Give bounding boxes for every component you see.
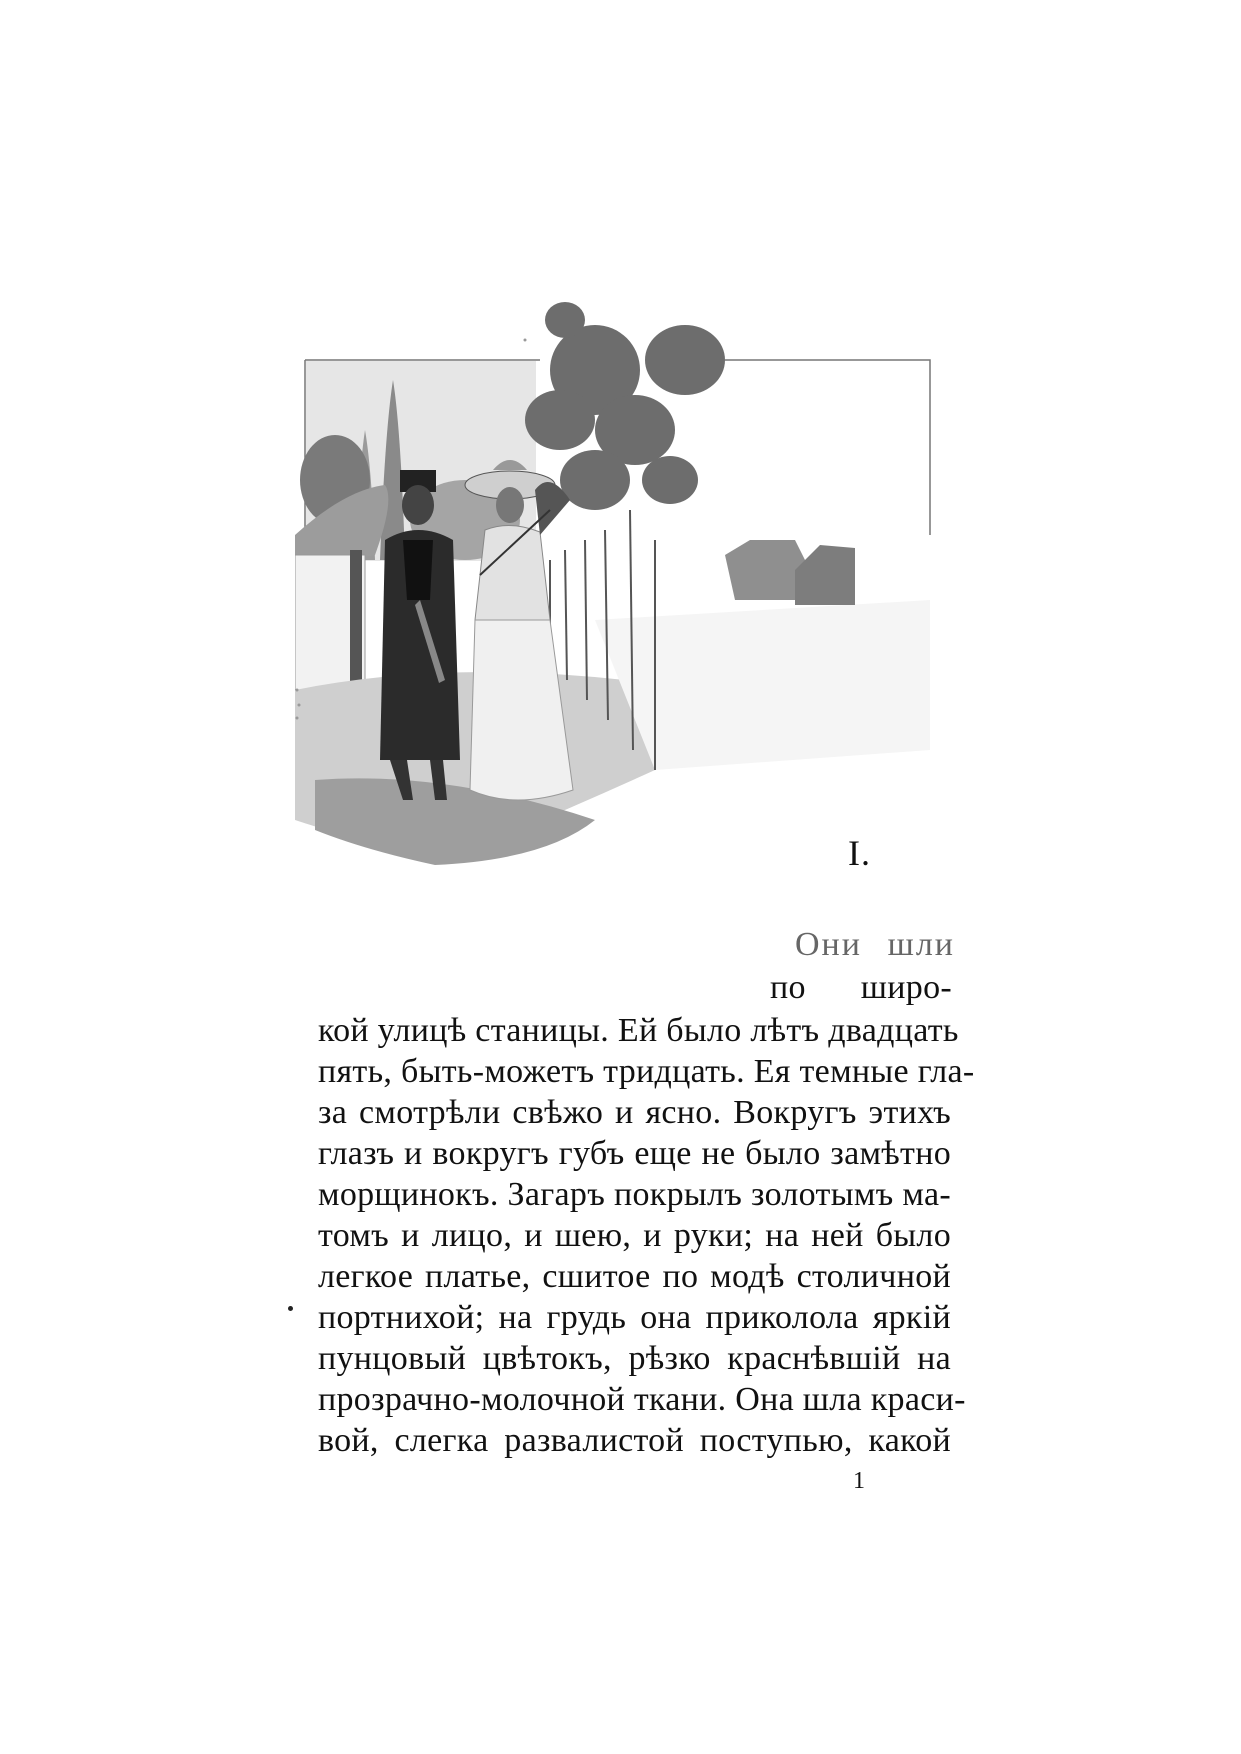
text-line-8: томъ и лицо, и шею, и руки; на ней было [318,1217,951,1254]
text-line-12: прозрачно-молочной ткани. Она шла краси- [318,1381,966,1418]
text-line-6: глазъ и вокругъ губъ еще не было замѣтно [318,1135,951,1172]
chapter-number: I. [848,833,871,873]
text-line-10: портнихой; на грудь она приколола яркій [318,1299,951,1336]
text-line-5: за смотрѣли свѣжо и ясно. Вокругъ этихъ [318,1094,951,1131]
text-line-11: пунцовый цвѣтокъ, рѣзко краснѣвшій на [318,1340,951,1377]
engraving-image [295,300,955,990]
text-line-7: морщинокъ. Загаръ покрылъ золотымъ ма- [318,1176,951,1213]
text-line-2: по широ- [770,969,952,1006]
scan-speck [288,1306,293,1311]
page-number: 1 [853,1468,865,1494]
text-line-13: вой, слегка развалистой поступью, какой [318,1422,951,1459]
chapter-illustration [295,300,955,990]
text-line-1: Они шли [795,926,955,963]
text-line-3: кой улицѣ станицы. Ей было лѣтъ двадцать [318,1012,959,1049]
text-line-9: легкое платье, сшитое по модѣ столичной [318,1258,951,1295]
text-line-4: пять, быть-можетъ тридцать. Ея темные гла- [318,1053,975,1090]
